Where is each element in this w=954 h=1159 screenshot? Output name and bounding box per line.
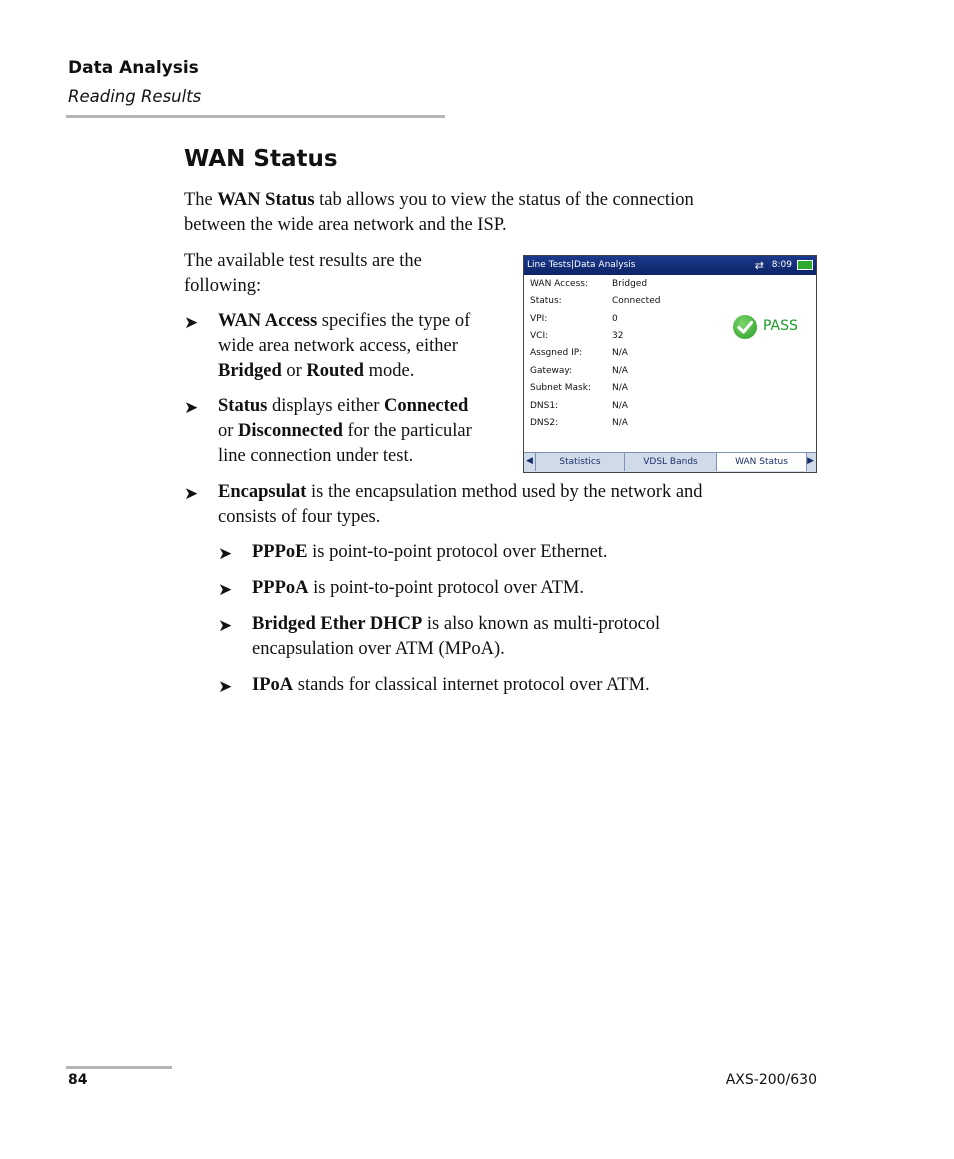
bullet-term: Disconnected: [238, 421, 343, 441]
running-header-section: Data Analysis: [68, 58, 199, 78]
row-value: 0: [612, 314, 618, 324]
available-paragraph: [184, 249, 422, 299]
pass-label: PASS: [763, 318, 798, 334]
tab-scroll-right-icon[interactable]: ▶: [807, 456, 814, 466]
bullet-arrow-icon: ➤: [184, 484, 199, 503]
intro-text: The: [184, 190, 218, 210]
device-screenshot: [523, 255, 817, 473]
row-value: Connected: [612, 296, 661, 306]
sub-bullet-pppoa: [218, 576, 584, 601]
bullet-term: Bridged Ether DHCP: [252, 614, 423, 634]
running-header-subsection: Reading Results: [68, 87, 202, 106]
bullet-text: is also known as multi-protocol: [422, 614, 661, 634]
bullet-text: encapsulation over ATM (MPoA).: [252, 639, 505, 659]
row-value: N/A: [612, 383, 628, 393]
bullet-text: or: [218, 421, 239, 441]
row-label: WAN Access:: [530, 279, 588, 289]
row-value: N/A: [612, 401, 628, 411]
row-value: Bridged: [612, 279, 648, 289]
bullet-arrow-icon: ➤: [218, 544, 233, 563]
row-label: Gateway:: [530, 366, 573, 376]
row-value: N/A: [612, 366, 628, 376]
bullet-text: consists of four types.: [218, 507, 381, 527]
tab-statistics[interactable]: Statistics: [535, 453, 625, 471]
row-label: VPI:: [530, 314, 548, 324]
device-title: Line Tests|Data Analysis: [527, 260, 636, 270]
row-label: DNS1:: [530, 401, 559, 411]
page-title: WAN Status: [184, 146, 338, 172]
device-title-bar: [524, 256, 816, 275]
product-name: AXS-200/630: [725, 1072, 817, 1088]
bullet-text: or: [281, 361, 307, 381]
bullet-term: Routed: [306, 361, 364, 381]
bullet-text: wide area network access, either: [218, 336, 458, 356]
bullet-term: WAN Access: [218, 311, 318, 331]
bullet-text: line connection under test.: [218, 446, 414, 466]
page-number: 84: [68, 1072, 88, 1088]
bullet-encapsulat: [184, 480, 703, 530]
tab-scroll-left-icon[interactable]: ◀: [526, 456, 533, 466]
row-label: Status:: [530, 296, 562, 306]
bullet-wan-access: [184, 309, 471, 384]
bullet-text: specifies the type of: [317, 311, 471, 331]
bullet-term: Connected: [384, 396, 469, 416]
row-value: N/A: [612, 418, 628, 428]
bullet-text: is point-to-point protocol over ATM.: [308, 578, 584, 598]
intro-paragraph: [184, 188, 694, 238]
header-rule: [66, 115, 445, 118]
bullet-term: Encapsulat: [218, 482, 307, 502]
bullet-text: is the encapsulation method used by the network and: [306, 482, 703, 502]
footer-rule: [66, 1066, 172, 1069]
row-value: N/A: [612, 348, 628, 358]
intro-text: between the wide area network and the ISP.: [184, 215, 507, 235]
row-label: VCI:: [530, 331, 549, 341]
bullet-term: Status: [218, 396, 268, 416]
bullet-term: Bridged: [218, 361, 282, 381]
bullet-arrow-icon: ➤: [184, 398, 199, 417]
intro-text: tab allows you to view the status of the connection: [314, 190, 694, 210]
battery-icon: [797, 260, 813, 270]
bullet-arrow-icon: ➤: [218, 616, 233, 635]
device-clock: 8:09: [771, 260, 792, 270]
bullet-term: IPoA: [252, 675, 294, 695]
row-label: DNS2:: [530, 418, 559, 428]
device-tab-bar: [524, 452, 816, 472]
tab-wan-status[interactable]: WAN Status: [717, 453, 807, 471]
sync-arrows-icon: ⇄: [754, 259, 764, 272]
bullet-term: PPPoE: [252, 542, 308, 562]
available-text: following:: [184, 276, 262, 296]
bullet-text: stands for classical internet protocol over ATM.: [293, 675, 650, 695]
checkmark-icon: [733, 315, 757, 339]
row-label: Assgned IP:: [530, 348, 583, 358]
bullet-arrow-icon: ➤: [184, 313, 199, 332]
bullet-arrow-icon: ➤: [218, 677, 233, 696]
bullet-arrow-icon: ➤: [218, 580, 233, 599]
sub-bullet-pppoe: [218, 540, 608, 565]
intro-term: WAN Status: [217, 190, 315, 210]
row-label: Subnet Mask:: [530, 383, 591, 393]
available-text: The available test results are the: [184, 251, 422, 271]
bullet-text: mode.: [363, 361, 415, 381]
tab-vdsl-bands[interactable]: VDSL Bands: [625, 453, 717, 471]
bullet-text: for the particular: [342, 421, 472, 441]
row-value: 32: [612, 331, 624, 341]
bullet-text: is point-to-point protocol over Ethernet.: [307, 542, 608, 562]
sub-bullet-ipoa: [218, 673, 650, 698]
bullet-term: PPPoA: [252, 578, 309, 598]
bullet-text: displays either: [267, 396, 384, 416]
bullet-status: [184, 394, 472, 469]
sub-bullet-bridged-ether-dhcp: [218, 612, 661, 662]
